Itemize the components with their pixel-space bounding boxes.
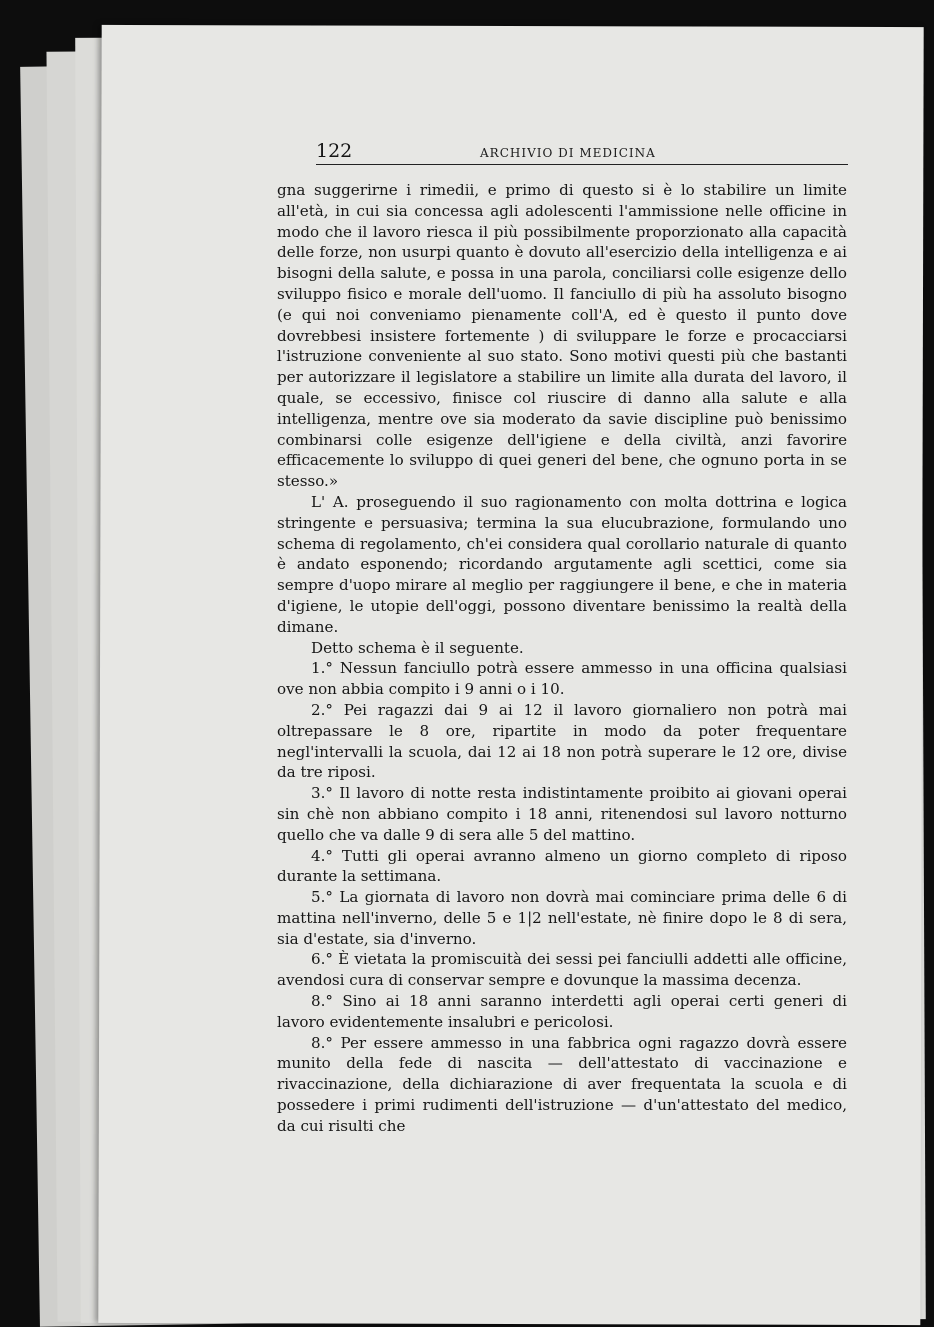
page-number: 122 — [316, 140, 353, 162]
running-head: ARCHIVIO DI MEDICINA — [480, 146, 656, 160]
body-text — [277, 180, 847, 1137]
paragraph: gna suggerirne i rimedii, e primo di questo si è lo stabilire un limite all'età, in cui sia concessa agli adolescenti l'ammissione nelle officine in modo che il lavoro riesca il più possibilmente proporzionato alla capacità delle forze, non usurpi quanto è dovuto all'esercizio della intelligenza e ai bisogni della salute, e possa in una parola, conciliarsi colle esigenze dello sviluppo fisico e morale dell'uomo. Il fanciullo di più ha assoluto bisogno (e qui noi conveniamo pienamente coll'A, ed è questo il punto dove dovrebbesi insistere fortemente ) di sviluppare le forze e procacciarsi l'istruzione conveniente al suo stato. Sono motivi questi più che bastanti per autorizzare il legislatore a stabilire un limite alla durata del lavoro, il quale, se eccessivo, finisce col riuscire di danno alla salute e alla intelligenza, mentre ove sia moderato da savie discipline può benissimo combinarsi colle esigenze dell'igiene e della civiltà, anzi favorire efficacemente lo sviluppo di quei generi del bene, che ognuno porta in se stesso.» — [277, 181, 847, 491]
schema-item: 4.° Tutti gli operai avranno almeno un giorno completo di riposo durante la settimana. — [277, 846, 847, 886]
schema-item: 5.° La giornata di lavoro non dovrà mai cominciare prima delle 6 di mattina nell'inverno, delle 5 e 1|2 nell'estate, nè finire dopo le 8 di sera, sia d'estate, sia d'inverno. — [277, 888, 847, 948]
schema-item: 8.° Sino ai 18 anni saranno interdetti agli operai certi generi di lavoro evidentemente insalubri e pericolosi. — [277, 992, 847, 1031]
schema-item: 3.° Il lavoro di notte resta indistintamente proibito ai giovani operai sin chè non abbiano compito i 18 anni, ritenendosi sul lavoro notturno quello che va dalle 9 di sera alle 5 del mattino. — [277, 784, 847, 844]
schema-item: 6.° È vietata la promiscuità dei sessi pei fanciulli addetti alle officine, avendosi cura di conservar sempre e dovunque la massima decenza. — [277, 950, 847, 990]
schema-item: 1.° Nessun fanciullo potrà essere ammesso in una officina qualsiasi ove non abbia compito i 9 anni o i 10. — [277, 659, 847, 699]
page-header — [316, 140, 848, 165]
paragraph: L' A. proseguendo il suo ragionamento con molta dottrina e logica stringente e persuasiva; termina la sua elucubrazione, formulando uno schema di regolamento, ch'ei considera qual corollario naturale di quanto è andato esponendo; ricordando argutamente agli scettici, come sia sempre d'uopo mirare al meglio per raggiungere il bene, e che in materia d'igiene, le utopie dell'oggi, possono diventare benissimo la realtà della dimane. — [277, 492, 847, 636]
schema-item: 2.° Pei ragazzi dai 9 ai 12 il lavoro giornaliero non potrà mai oltrepassare le 8 ore, ripartite in modo da poter frequentare negl'intervalli la scuola, dai 12 ai 18 non potrà superare le 12 ore, divise da tre riposi. — [277, 700, 847, 782]
schema-item: 8.° Per essere ammesso in una fabbrica ogni ragazzo dovrà essere munito della fede di nascita — dell'attestato di vaccinazione e rivaccinazione, della dichiarazione di aver frequentata la scuola e di possedere i primi rudimenti dell'istruzione — d'un'attestato del medico, da cui risulti che — [277, 1033, 847, 1135]
paragraph: Detto schema è il seguente. — [311, 638, 524, 657]
